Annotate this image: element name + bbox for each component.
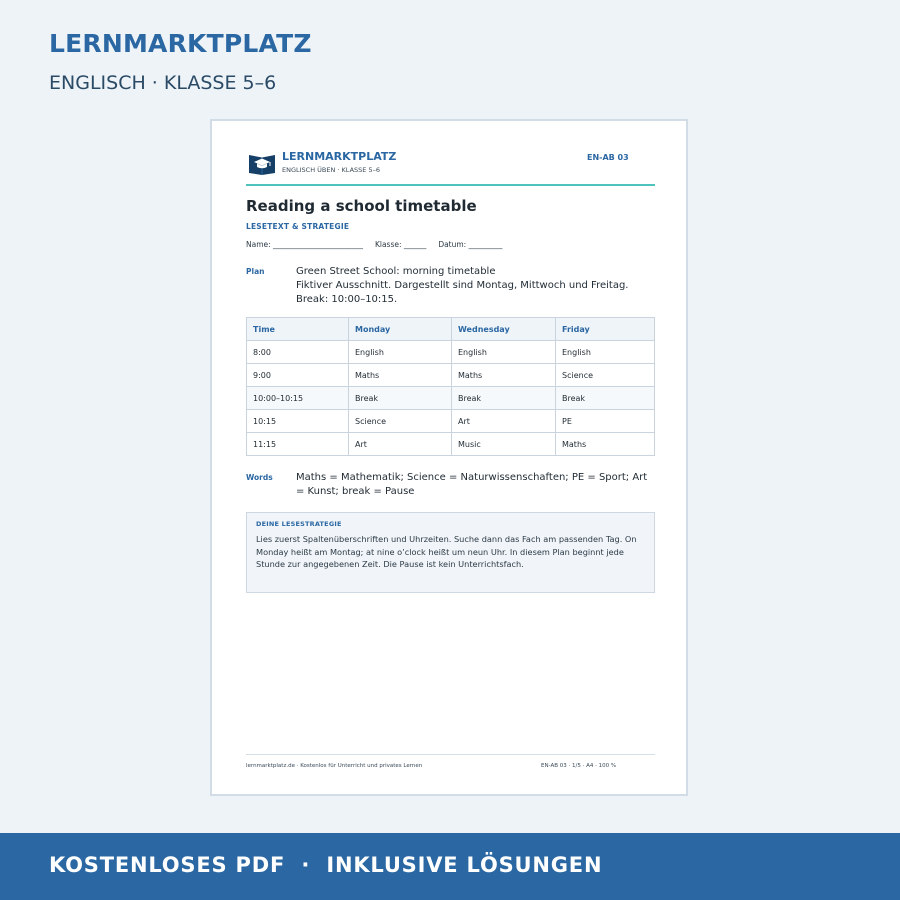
table-row xyxy=(247,433,655,456)
header-cell: Monday xyxy=(349,318,452,341)
plan-title: Green Street School: morning timetable xyxy=(296,266,496,277)
worksheet-code: EN-AB 03 xyxy=(587,153,629,162)
name-class-date-fields: Name: ________________________ Klasse: ______ Datum: _________ xyxy=(246,240,503,249)
footer-divider xyxy=(246,754,655,755)
table-row xyxy=(247,364,655,387)
brand-subtitle: ENGLISCH · KLASSE 5–6 xyxy=(49,72,277,94)
header-cell: Friday xyxy=(556,318,655,341)
plan-text: Fiktiver Ausschnitt. Dargestellt sind Montag, Mittwoch und Freitag. Break: 10:00–10:15. xyxy=(296,280,629,305)
strategy-text: Lies zuerst Spaltenüberschriften und Uhrzeiten. Suche dann das Fach am passenden Tag. On Monday heißt am Montag; at nine o’clock heißt um neun Uhr. In diesem Plan beginnt jede Stunde zur angegebenen Zeit. Die Pause ist kein Unterrichtsfach. xyxy=(256,534,637,569)
table-cell: Break xyxy=(556,387,655,410)
graduation-cap-book-icon xyxy=(248,151,276,175)
table-cell: Break xyxy=(349,387,452,410)
table-cell: Maths xyxy=(349,364,452,387)
header-divider xyxy=(246,184,655,186)
brand-title: LERNMARKTPLATZ xyxy=(49,29,312,58)
table-cell: Maths xyxy=(556,433,655,456)
reading-strategy-box xyxy=(246,512,655,593)
timetable-header-row xyxy=(247,318,655,341)
table-cell: Science xyxy=(556,364,655,387)
promo-banner-text: KOSTENLOSES PDF · INKLUSIVE LÖSUNGEN xyxy=(49,853,603,877)
table-cell: English xyxy=(349,341,452,364)
table-cell: Break xyxy=(452,387,556,410)
words-text: Maths = Mathematik; Science = Naturwissenschaften; PE = Sport; Art = Kunst; break = Pause xyxy=(296,472,648,497)
table-cell: English xyxy=(452,341,556,364)
promo-banner xyxy=(0,833,900,900)
table-cell: 9:00 xyxy=(247,364,349,387)
sheet-header-subtitle: ENGLISCH ÜBEN · KLASSE 5–6 xyxy=(282,166,380,174)
table-row xyxy=(247,410,655,433)
footer-page-info: EN-AB 03 · 1/5 · A4 · 100 % xyxy=(541,763,617,769)
sheet-header-title: LERNMARKTPLATZ xyxy=(282,150,397,163)
table-cell: English xyxy=(556,341,655,364)
worksheet-preview xyxy=(210,119,688,796)
header-cell: Wednesday xyxy=(452,318,556,341)
table-cell: 10:00–10:15 xyxy=(247,387,349,410)
table-cell: PE xyxy=(556,410,655,433)
words-label: Words xyxy=(246,473,273,482)
worksheet-kicker: LESETEXT & STRATEGIE xyxy=(246,222,350,231)
table-cell: Science xyxy=(349,410,452,433)
plan-block xyxy=(296,265,658,307)
worksheet-title: Reading a school timetable xyxy=(246,197,477,215)
timetable xyxy=(246,317,655,456)
strategy-heading: DEINE LESESTRATEGIE xyxy=(256,520,342,528)
table-cell: Art xyxy=(349,433,452,456)
header-cell: Time xyxy=(247,318,349,341)
table-row xyxy=(247,341,655,364)
table-cell: Art xyxy=(452,410,556,433)
footer-source: lernmarktplatz.de · Kostenlos für Unterricht und privates Lernen xyxy=(246,763,423,769)
table-cell: Music xyxy=(452,433,556,456)
table-cell: 10:15 xyxy=(247,410,349,433)
table-cell: Maths xyxy=(452,364,556,387)
table-cell: 8:00 xyxy=(247,341,349,364)
table-row xyxy=(247,387,655,410)
plan-label: Plan xyxy=(246,267,265,276)
table-cell: 11:15 xyxy=(247,433,349,456)
